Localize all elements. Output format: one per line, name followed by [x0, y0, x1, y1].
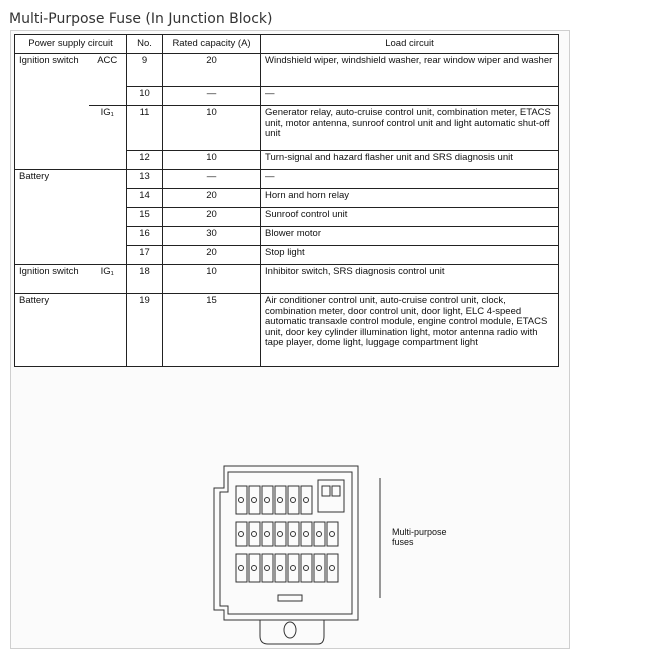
fuse-no: 13 [127, 170, 163, 189]
table-row [15, 294, 559, 367]
group-battery: Battery [15, 170, 127, 265]
page-title: Multi-Purpose Fuse (In Junction Block) [9, 11, 273, 27]
fuse-load: Blower motor [261, 227, 559, 246]
table-row [15, 106, 559, 151]
fuse-capacity: 10 [163, 106, 261, 151]
table-row [15, 54, 559, 87]
fuse-no: 15 [127, 208, 163, 227]
fuse-capacity: 20 [163, 208, 261, 227]
fuse-no: 16 [127, 227, 163, 246]
fuse-capacity: 30 [163, 227, 261, 246]
fuse-capacity: — [163, 170, 261, 189]
fuse-load: Stop light [261, 246, 559, 265]
fuse-capacity: 20 [163, 189, 261, 208]
table-header-row [15, 35, 559, 54]
fuse-load: Inhibitor switch, SRS diagnosis control unit [261, 265, 559, 294]
group-acc: ACC [89, 54, 127, 106]
fuse-load: Sunroof control unit [261, 208, 559, 227]
fuse-load: — [261, 87, 559, 106]
fuse-no: 14 [127, 189, 163, 208]
fuse-table [14, 34, 559, 367]
fuse-no: 10 [127, 87, 163, 106]
header-power-supply-circuit: Power supply circuit [15, 35, 127, 54]
fuse-load: Horn and horn relay [261, 189, 559, 208]
junction-block-drawing [200, 458, 520, 648]
fuse-capacity: 10 [163, 265, 261, 294]
fuse-capacity: 15 [163, 294, 261, 367]
group-battery-2: Battery [15, 294, 127, 367]
header-no: No. [127, 35, 163, 54]
group-ig1-2: IG₁ [89, 265, 127, 294]
fuse-capacity: 20 [163, 246, 261, 265]
fuse-no: 17 [127, 246, 163, 265]
fuse-load: Generator relay, auto-cruise control unit, combination meter, ETACS unit, motor antenna, sunroof control unit and light automatic shut-off unit [261, 106, 559, 151]
fuse-no: 12 [127, 151, 163, 170]
fuse-capacity: — [163, 87, 261, 106]
table-row [15, 170, 559, 189]
table-row [15, 265, 559, 294]
fuse-capacity: 10 [163, 151, 261, 170]
fuse-no: 18 [127, 265, 163, 294]
header-load-circuit: Load circuit [261, 35, 559, 54]
fuse-load: — [261, 170, 559, 189]
group-ignition-switch-2: Ignition switch [15, 265, 89, 294]
fuse-load: Turn-signal and hazard flasher unit and SRS diagnosis unit [261, 151, 559, 170]
group-ig1: IG₁ [89, 106, 127, 170]
fuse-load: Windshield wiper, windshield washer, rear window wiper and washer [261, 54, 559, 87]
fuse-no: 9 [127, 54, 163, 87]
fuse-no: 11 [127, 106, 163, 151]
fuse-no: 19 [127, 294, 163, 367]
multi-purpose-fuses-label: Multi-purpose fuses [392, 527, 447, 547]
header-rated-capacity: Rated capacity (A) [163, 35, 261, 54]
fuse-capacity: 20 [163, 54, 261, 87]
junction-block-diagram [200, 458, 520, 648]
fuse-load: Air conditioner control unit, auto-cruise control unit, clock, combination meter, door control unit, door light, ELC 4-speed automatic transaxle control module, engine control module, ETACS unit, door key cylinder illumination light, motor antenna radio with tape player, dome light, luggage compartment light [261, 294, 559, 367]
group-ignition-switch: Ignition switch [15, 54, 89, 170]
